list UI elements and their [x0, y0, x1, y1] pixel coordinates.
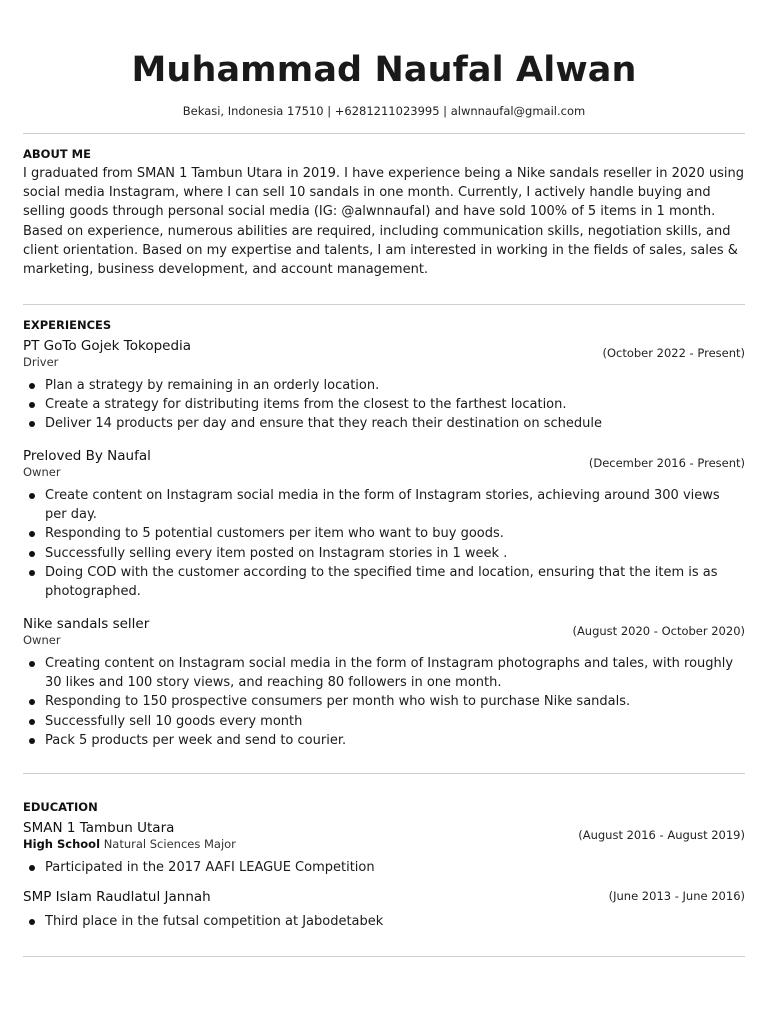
experience-entry [23, 338, 745, 434]
bullet-item: Participated in the 2017 AAFI LEAGUE Competition [23, 858, 745, 877]
education-entry [23, 820, 745, 877]
experience-entry [23, 616, 745, 750]
bullet-item: Successfully sell 10 goods every month [23, 712, 745, 731]
experience-date: (December 2016 - Present) [588, 456, 745, 470]
divider [23, 773, 745, 774]
bullet-item: Create a strategy for distributing items from the closest to the farthest location. [23, 395, 745, 414]
experience-bullets [23, 486, 745, 601]
bullet-item: Deliver 14 products per day and ensure that they reach their destination on schedule [23, 414, 745, 433]
education-major: Natural Sciences Major [103, 837, 236, 851]
education-bullets [23, 912, 745, 931]
bullet-item: Responding to 5 potential customers per item who want to buy goods. [23, 524, 745, 543]
experience-role: Driver [23, 355, 59, 369]
bullet-item: Creating content on Instagram social media in the form of Instagram photographs and tales, with roughly 30 likes and 100 story views, and reaching 80 followers in one month. [23, 654, 745, 692]
experience-date: (October 2022 - Present) [602, 346, 745, 360]
experience-entry [23, 448, 745, 601]
experience-date: (August 2020 - October 2020) [572, 624, 745, 638]
contact-info: Bekasi, Indonesia 17510 | +6281211023995 | alwnnaufal@gmail.com [182, 104, 586, 118]
experience-bullets [23, 376, 745, 434]
bullet-item: Pack 5 products per week and send to courier. [23, 731, 745, 750]
education-date: (August 2016 - August 2019) [578, 828, 745, 842]
experience-role: Owner [23, 465, 61, 479]
resume-name: Muhammad Naufal Alwan [131, 50, 637, 90]
education-school: SMAN 1 Tambun Utara [23, 820, 175, 836]
education-level: High School [23, 837, 101, 851]
about-text: I graduated from SMAN 1 Tambun Utara in 2019. I have experience being a Nike sandals reseller in 2020 using social media Instagram, where I can sell 10 sandals in one month. Currently, I actively handle buying and selling goods through personal social media (IG: @alwnnaufal) and have sold 100% of 5 items in 1 month. Based on experience, numerous abilities are required, including communication skills, negotiation skills, and client orientation. Based on my expertise and talents, I am interested in working in the fields of sales, sales & marketing, business development, and account management. [23, 166, 744, 278]
bullet-item: Doing COD with the customer according to the specified time and location, ensuring that the item is as photographed. [23, 563, 745, 601]
education-date: (June 2013 - June 2016) [608, 889, 745, 903]
education-bullets [23, 858, 745, 877]
section-title-education: EDUCATION [23, 800, 98, 814]
divider [23, 304, 745, 305]
experience-company: PT GoTo Gojek Tokopedia [23, 338, 192, 354]
education-entry [23, 889, 745, 931]
education-school: SMP Islam Raudlatul Jannah [23, 889, 211, 905]
section-title-experiences: EXPERIENCES [23, 318, 112, 332]
experience-bullets [23, 654, 745, 750]
divider [23, 956, 745, 957]
experience-company: Nike sandals seller [23, 616, 150, 632]
bullet-item: Third place in the futsal competition at Jabodetabek [23, 912, 745, 931]
bullet-item: Responding to 150 prospective consumers per month who wish to purchase Nike sandals. [23, 692, 745, 711]
section-title-about: ABOUT ME [23, 147, 91, 161]
experience-company: Preloved By Naufal [23, 448, 151, 464]
experience-role: Owner [23, 633, 61, 647]
bullet-item: Successfully selling every item posted on Instagram stories in 1 week . [23, 544, 745, 563]
bullet-item: Plan a strategy by remaining in an orderly location. [23, 376, 745, 395]
bullet-item: Create content on Instagram social media in the form of Instagram stories, achieving around 300 views per day. [23, 486, 745, 524]
divider [23, 133, 745, 134]
